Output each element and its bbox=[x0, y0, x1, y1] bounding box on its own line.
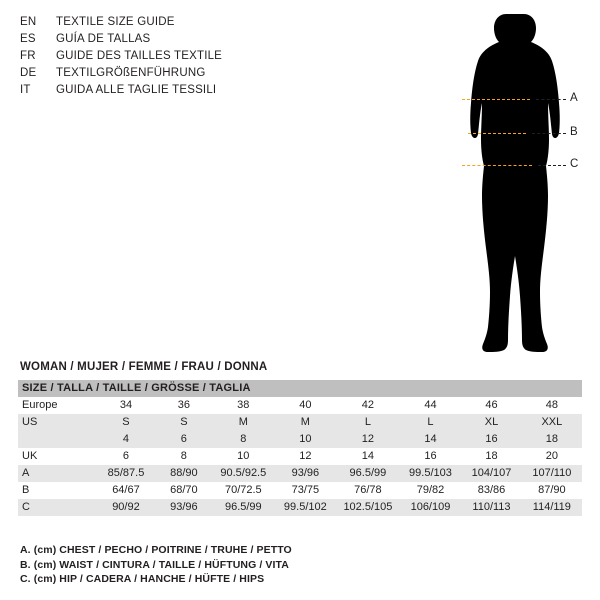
cell: 99.5/103 bbox=[400, 465, 462, 482]
cell: 93/96 bbox=[156, 499, 212, 516]
table-row bbox=[18, 431, 582, 448]
cell: 18 bbox=[522, 431, 582, 448]
cell: 6 bbox=[96, 448, 155, 465]
cell: 96.5/99 bbox=[336, 465, 400, 482]
cell: 46 bbox=[461, 397, 521, 414]
section-title: WOMAN / MUJER / FEMME / FRAU / DONNA bbox=[20, 361, 268, 373]
cell: 79/82 bbox=[400, 482, 462, 499]
cell: 96.5/99 bbox=[212, 499, 275, 516]
cell: 38 bbox=[212, 397, 275, 414]
cell: 42 bbox=[336, 397, 400, 414]
table-row bbox=[18, 499, 582, 516]
language-title: GUÍA DE TALLAS bbox=[56, 33, 151, 45]
cell: 85/87.5 bbox=[96, 465, 155, 482]
table-row bbox=[18, 465, 582, 482]
hip-marker-label: C bbox=[570, 158, 579, 170]
cell: 34 bbox=[96, 397, 155, 414]
female-body-silhouette bbox=[430, 8, 590, 368]
row-label: C bbox=[18, 499, 96, 516]
cell: 12 bbox=[275, 448, 337, 465]
cell: S bbox=[156, 414, 212, 431]
language-title: TEXTILGRÖßENFÜHRUNG bbox=[56, 67, 206, 79]
silhouette-icon bbox=[430, 8, 590, 368]
cell: 90/92 bbox=[96, 499, 155, 516]
hip-measure-line bbox=[462, 165, 532, 166]
cell: M bbox=[212, 414, 275, 431]
cell: 110/113 bbox=[461, 499, 521, 516]
hip-leader-line bbox=[538, 165, 566, 166]
language-row bbox=[20, 50, 340, 67]
cell: 10 bbox=[275, 431, 337, 448]
language-title: GUIDE DES TAILLES TEXTILE bbox=[56, 50, 223, 62]
cell: 40 bbox=[275, 397, 337, 414]
table-row bbox=[18, 482, 582, 499]
cell: 83/86 bbox=[461, 482, 521, 499]
table-header-row bbox=[18, 380, 582, 397]
legend-waist: B. (cm) WAIST / CINTURA / TAILLE / HÜFTUNG / VITA bbox=[20, 558, 289, 571]
table-row bbox=[18, 397, 582, 414]
cell: XXL bbox=[522, 414, 582, 431]
legend-chest: A. (cm) CHEST / PECHO / POITRINE / TRUHE / PETTO bbox=[20, 544, 292, 556]
cell: 16 bbox=[461, 431, 521, 448]
cell: 8 bbox=[156, 448, 212, 465]
cell: 88/90 bbox=[156, 465, 212, 482]
table-row bbox=[18, 448, 582, 465]
table-row bbox=[18, 414, 582, 431]
cell: 87/90 bbox=[522, 482, 582, 499]
chest-leader-line bbox=[536, 99, 566, 100]
language-code: EN bbox=[20, 16, 37, 28]
cell: 104/107 bbox=[461, 465, 521, 482]
cell: 76/78 bbox=[336, 482, 400, 499]
language-row bbox=[20, 33, 340, 50]
cell: 4 bbox=[96, 431, 155, 448]
cell: L bbox=[336, 414, 400, 431]
language-code: ES bbox=[20, 33, 36, 45]
cell: S bbox=[96, 414, 155, 431]
language-title: TEXTILE SIZE GUIDE bbox=[56, 16, 175, 28]
cell: 93/96 bbox=[275, 465, 337, 482]
language-header-block bbox=[20, 16, 340, 101]
cell: 20 bbox=[522, 448, 582, 465]
language-code: IT bbox=[20, 84, 31, 96]
cell: 44 bbox=[400, 397, 462, 414]
legend-hip: C. (cm) HIP / CADERA / HANCHE / HÜFTE / HIPS bbox=[20, 573, 265, 585]
size-table bbox=[18, 380, 582, 516]
cell: 68/70 bbox=[156, 482, 212, 499]
cell: 14 bbox=[336, 448, 400, 465]
cell: 102.5/105 bbox=[336, 499, 400, 516]
language-row bbox=[20, 16, 340, 33]
waist-leader-line bbox=[532, 133, 566, 134]
waist-marker-label: B bbox=[570, 126, 578, 138]
cell: 14 bbox=[400, 431, 462, 448]
row-label: B bbox=[18, 482, 96, 499]
cell: 107/110 bbox=[522, 465, 582, 482]
language-row bbox=[20, 67, 340, 84]
row-label: Europe bbox=[18, 397, 96, 414]
row-label: US bbox=[18, 414, 96, 431]
language-row bbox=[20, 84, 340, 101]
measurement-legend bbox=[20, 543, 292, 587]
cell: XL bbox=[461, 414, 521, 431]
language-title: GUIDA ALLE TAGLIE TESSILI bbox=[56, 84, 217, 96]
language-code: DE bbox=[20, 67, 37, 79]
row-label: UK bbox=[18, 448, 96, 465]
cell: 106/109 bbox=[400, 499, 462, 516]
chest-measure-line bbox=[462, 99, 530, 100]
row-label bbox=[18, 431, 96, 448]
cell: 18 bbox=[461, 448, 521, 465]
chest-marker-label: A bbox=[570, 92, 578, 104]
cell: L bbox=[400, 414, 462, 431]
cell: 6 bbox=[156, 431, 212, 448]
cell: 36 bbox=[156, 397, 212, 414]
table-header-label: SIZE / TALLA / TAILLE / GRÖSSE / TAGLIA bbox=[18, 380, 582, 397]
cell: 8 bbox=[212, 431, 275, 448]
waist-measure-line bbox=[468, 133, 526, 134]
cell: 10 bbox=[212, 448, 275, 465]
cell: 99.5/102 bbox=[275, 499, 337, 516]
cell: M bbox=[275, 414, 337, 431]
row-label: A bbox=[18, 465, 96, 482]
cell: 73/75 bbox=[275, 482, 337, 499]
cell: 70/72.5 bbox=[212, 482, 275, 499]
cell: 114/119 bbox=[522, 499, 582, 516]
cell: 48 bbox=[522, 397, 582, 414]
cell: 12 bbox=[336, 431, 400, 448]
cell: 16 bbox=[400, 448, 462, 465]
cell: 90.5/92.5 bbox=[212, 465, 275, 482]
language-code: FR bbox=[20, 50, 36, 62]
cell: 64/67 bbox=[96, 482, 155, 499]
